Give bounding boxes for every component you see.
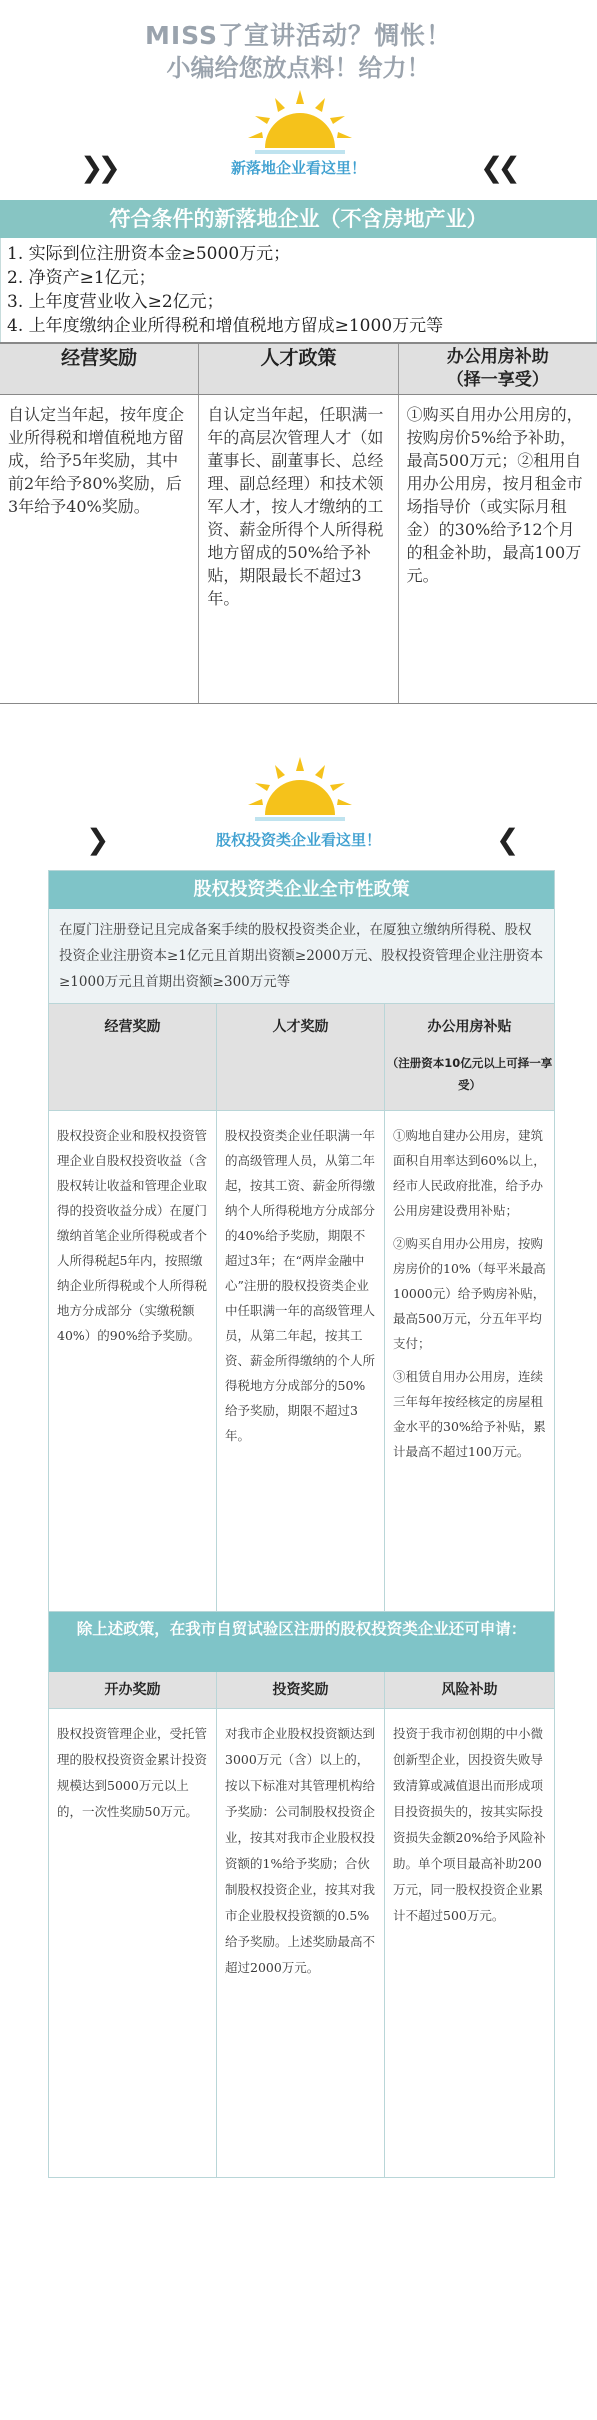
section1-table-row: [0, 394, 597, 704]
hero-banner: [0, 0, 597, 82]
chevron-right-icon: ❯❯: [80, 151, 115, 184]
sun-icon: [245, 88, 355, 156]
cell-investment-reward: 对我市企业股权投资额达到3000万元（含）以上的，按以下标准对其管理机构给予奖励：公司制股权投资企业，按其对我市企业股权投资额的1%给予奖励；合伙制股权投资企业，按其对我市企业股权投资额的0.5%给予奖励。上述奖励最高不超过2000万元。: [217, 1709, 385, 2177]
section2-column-headers: [49, 1004, 554, 1111]
column-header-label: 经营奖励: [104, 1019, 161, 1035]
cell-operation-reward: 股权投资企业和股权投资管理企业自股权投资收益（含股权转让收益和管理企业取得的投资收益分成）在厦门缴纳首笔企业所得税或者个人所得税起5年内，按照缴纳企业所得税或个人所得税地方分成部分（实缴税额40%）的90%给予奖励。: [49, 1111, 217, 1611]
condition-item: 4. 上年度缴纳企业所得税和增值税地方留成≥1000万元等: [7, 316, 444, 336]
column-header-office-subsidy: [385, 1004, 554, 1110]
section2-table-title: 股权投资类企业全市性政策: [49, 871, 554, 909]
office-subsidy-item: ③租赁自用办公用房，连续三年每年按经核定的房屋租金水平的30%给予补贴，累计最高不超过100万元。: [393, 1369, 546, 1459]
cell-risk-subsidy: 投资于我市初创期的中小微创新型企业，因投资失败导致清算或减值退出而形成项目投资损失的，按其实际投资损失金额20%给予风险补助。单个项目最高补助200万元，同一股权投资企业累计不超过500万元。: [393, 1726, 546, 1923]
column-header-label: 人才奖励: [272, 1019, 329, 1035]
section1-table: [0, 200, 597, 704]
cell-startup-reward: 股权投资管理企业，受托管理的股权投资资金累计投资规模达到5000万元以上的，一次性奖励50万元。: [49, 1709, 217, 2177]
office-subsidy-item: ②购买自用办公用房，按购房房价的10%（每平米最高10000元）给予购房补贴，最高500万元，分五年平均支付；: [393, 1236, 546, 1351]
column-header-operation: 经营奖励: [0, 344, 199, 394]
column-header-talent: 人才政策: [199, 344, 398, 394]
section2-column-headers-2: [49, 1672, 554, 1709]
cell-office-subsidy: [385, 1111, 554, 1611]
condition-item: 2. 净资产≥1亿元；: [7, 268, 156, 288]
office-subsidy-item: ①购地自建办公用房，建筑面积自用率达到60%以上，经市人民政府批准，给予办公用房建设费用补贴；: [393, 1128, 546, 1218]
chevron-left-icon: ❮: [496, 823, 514, 856]
column-header-office: 办公用房补助 （择一享受）: [446, 347, 549, 390]
section2-table: [48, 870, 555, 2178]
section1-column-headers: [0, 342, 597, 394]
column-header-label: 办公用房补贴: [427, 1019, 512, 1035]
condition-item: 3. 上年度营业收入≥2亿元；: [7, 292, 224, 312]
free-trade-zone-band: 除上述政策，在我市自贸试验区注册的股权投资类企业还可申请：: [49, 1612, 554, 1672]
hero-line-2: 小编给您放点料！给力！: [166, 54, 431, 82]
column-header-operation-reward: [49, 1004, 217, 1110]
section2-table-row-2: [49, 1709, 554, 2177]
section1-title: 新落地企业看这里！: [230, 159, 366, 177]
chevron-right-icon: ❯: [86, 823, 104, 856]
section2-header: [0, 822, 597, 858]
condition-item: 1. 实际到位注册资本金≥5000万元；: [7, 244, 291, 264]
column-header-risk-subsidy: 风险补助: [441, 1682, 498, 1698]
sun-icon: [245, 755, 355, 823]
section1-header: [0, 150, 597, 186]
section1-table-title: 符合条件的新落地企业（不含房地产业）: [0, 200, 597, 238]
section2-table-row: [49, 1111, 554, 1612]
cell-operation: 自认定当年起，按年度企业所得税和增值税地方留成，给予5年奖励，其中前2年给予80%奖励，后3年给予40%奖励。: [0, 395, 199, 703]
cell-talent-reward: 股权投资类企业任职满一年的高级管理人员，从第二年起，按其工资、薪金所得缴纳个人所得税地方分成部分的40%给予奖励，期限不超过3年；在“两岸金融中心”注册的股权投资类企业中任职满一年的高级管理人员，从第二年起，按其工资、薪金所得缴纳的个人所得税地方分成部分的50%给予奖励，期限不超过3年。: [217, 1111, 385, 1611]
column-header-note: （注册资本10亿元以上可择一享受）: [386, 1056, 553, 1092]
section2-intro: 在厦门注册登记且完成备案手续的股权投资类企业，在厦独立缴纳所得税、股权投资企业注册资本≥1亿元且首期出资额≥2000万元、股权投资管理企业注册资本≥1000万元且首期出资额≥300万元等: [49, 909, 554, 1004]
cell-office: ①购买自用办公用房的，按购房价5%给予补助，最高500万元；②租用自用办公用房，按月租金市场指导价（或实际月租金）的30%给予12个月的租金补助，最高100万元。: [406, 405, 583, 585]
column-header-startup-reward: 开办奖励: [49, 1672, 217, 1708]
hero-line-1: MISS了宣讲活动？惆怅！: [144, 21, 453, 50]
conditions-list: [0, 238, 597, 342]
column-header-investment-reward: 投资奖励: [217, 1672, 385, 1708]
column-header-talent-reward: [217, 1004, 385, 1110]
cell-talent: 自认定当年起，任职满一年的高层次管理人才（如董事长、副董事长、总经理、副总经理）和技术领军人才，按人才缴纳的工资、薪金所得个人所得税地方留成的50%给予补贴，期限最长不超过3年。: [199, 395, 398, 703]
chevron-left-icon: ❮❮: [480, 151, 515, 184]
section2-title: 股权投资类企业看这里！: [215, 831, 381, 849]
